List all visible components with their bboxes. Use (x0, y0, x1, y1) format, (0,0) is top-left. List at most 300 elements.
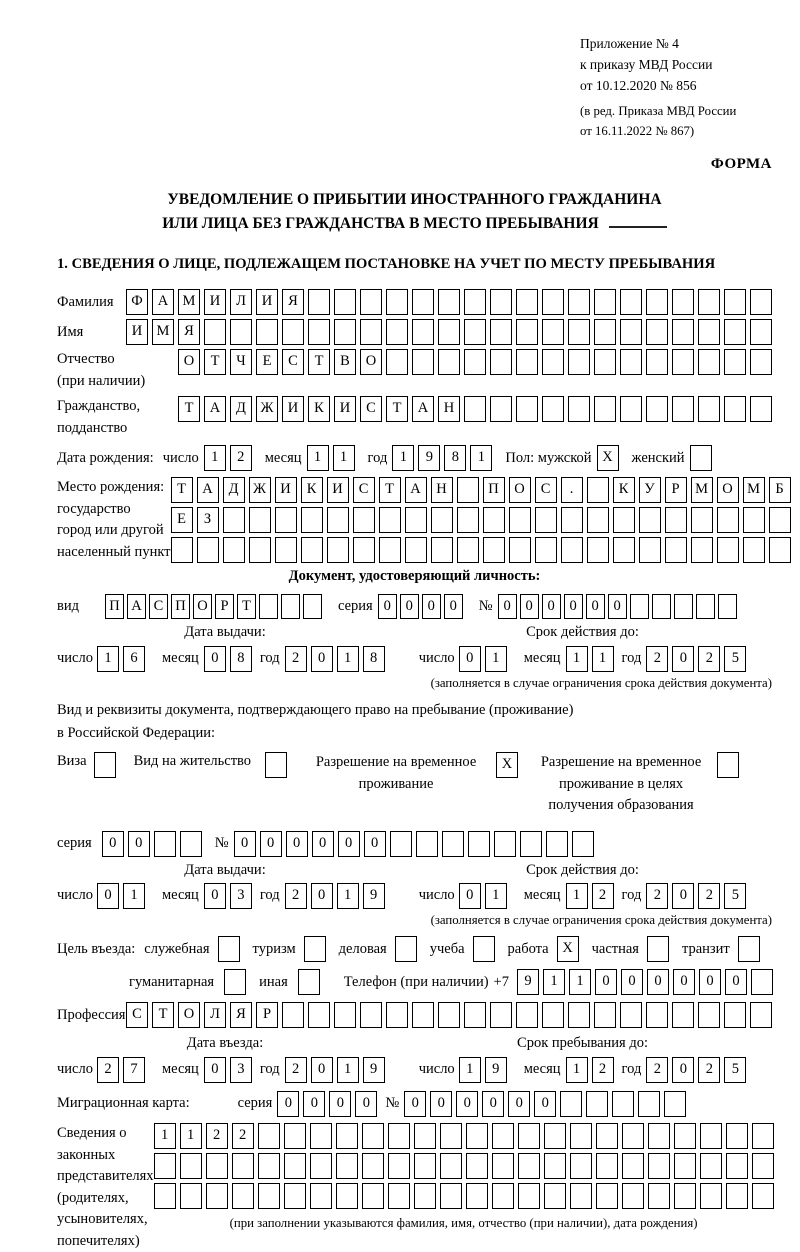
char-cell[interactable]: О (178, 349, 200, 375)
char-cell[interactable]: А (197, 477, 219, 503)
char-cell[interactable]: 0 (672, 883, 694, 909)
char-cell[interactable]: И (126, 319, 148, 345)
char-cell[interactable] (281, 594, 300, 619)
char-cell[interactable] (490, 349, 512, 375)
char-cell[interactable]: З (197, 507, 219, 533)
char-cell[interactable]: П (483, 477, 505, 503)
char-cell[interactable]: 0 (482, 1091, 504, 1117)
char-cell[interactable]: Т (152, 1002, 174, 1028)
char-cell[interactable] (490, 289, 512, 315)
char-cell[interactable]: Ж (256, 396, 278, 422)
char-cell[interactable]: 2 (592, 883, 614, 909)
char-cell[interactable] (646, 289, 668, 315)
char-cell[interactable]: 0 (542, 594, 561, 619)
char-cell[interactable]: М (178, 289, 200, 315)
char-cell[interactable]: 2 (206, 1123, 228, 1149)
char-cell[interactable] (223, 537, 245, 563)
char-cell[interactable]: 2 (646, 883, 668, 909)
char-cell[interactable] (769, 537, 791, 563)
char-cell[interactable]: 0 (608, 594, 627, 619)
char-cell[interactable] (464, 1002, 486, 1028)
char-cell[interactable] (442, 831, 464, 857)
char-cell[interactable] (648, 1153, 670, 1179)
char-cell[interactable]: 1 (569, 969, 591, 995)
char-cell[interactable] (327, 537, 349, 563)
char-cell[interactable]: И (256, 289, 278, 315)
char-cell[interactable] (509, 537, 531, 563)
char-cell[interactable]: 0 (303, 1091, 325, 1117)
char-cell[interactable] (613, 537, 635, 563)
char-cell[interactable]: А (152, 289, 174, 315)
char-cell[interactable]: М (691, 477, 713, 503)
char-cell[interactable] (284, 1183, 306, 1209)
char-cell[interactable] (620, 289, 642, 315)
char-cell[interactable] (336, 1123, 358, 1149)
char-cell[interactable] (327, 507, 349, 533)
char-cell[interactable] (386, 1002, 408, 1028)
char-cell[interactable] (596, 1153, 618, 1179)
char-cell[interactable]: 2 (230, 445, 252, 471)
char-cell[interactable] (308, 319, 330, 345)
char-cell[interactable] (362, 1153, 384, 1179)
char-cell[interactable] (518, 1183, 540, 1209)
char-cell[interactable] (724, 319, 746, 345)
char-cell[interactable] (275, 507, 297, 533)
char-cell[interactable] (516, 396, 538, 422)
char-cell[interactable] (698, 349, 720, 375)
char-cell[interactable] (94, 752, 116, 778)
char-cell[interactable] (438, 319, 460, 345)
char-cell[interactable]: 8 (444, 445, 466, 471)
char-cell[interactable] (414, 1183, 436, 1209)
char-cell[interactable] (698, 319, 720, 345)
char-cell[interactable] (256, 319, 278, 345)
char-cell[interactable] (362, 1123, 384, 1149)
char-cell[interactable] (308, 289, 330, 315)
char-cell[interactable]: 1 (392, 445, 414, 471)
char-cell[interactable]: 1 (543, 969, 565, 995)
char-cell[interactable] (674, 1183, 696, 1209)
char-cell[interactable] (620, 396, 642, 422)
char-cell[interactable] (230, 319, 252, 345)
char-cell[interactable] (284, 1123, 306, 1149)
char-cell[interactable] (258, 1123, 280, 1149)
char-cell[interactable]: X (597, 445, 619, 471)
char-cell[interactable] (691, 507, 713, 533)
char-cell[interactable] (750, 289, 772, 315)
char-cell[interactable]: 2 (646, 646, 668, 672)
char-cell[interactable]: Т (379, 477, 401, 503)
char-cell[interactable]: 2 (592, 1057, 614, 1083)
char-cell[interactable] (206, 1153, 228, 1179)
char-cell[interactable] (646, 319, 668, 345)
char-cell[interactable]: Д (230, 396, 252, 422)
char-cell[interactable] (544, 1153, 566, 1179)
char-cell[interactable]: 0 (586, 594, 605, 619)
char-cell[interactable] (154, 1183, 176, 1209)
char-cell[interactable] (700, 1153, 722, 1179)
char-cell[interactable] (492, 1153, 514, 1179)
char-cell[interactable] (690, 445, 712, 471)
char-cell[interactable] (360, 319, 382, 345)
char-cell[interactable]: М (743, 477, 765, 503)
char-cell[interactable]: Т (204, 349, 226, 375)
char-cell[interactable] (310, 1183, 332, 1209)
char-cell[interactable] (724, 289, 746, 315)
char-cell[interactable]: Т (386, 396, 408, 422)
char-cell[interactable] (612, 1091, 634, 1117)
char-cell[interactable] (718, 594, 737, 619)
char-cell[interactable]: Е (256, 349, 278, 375)
char-cell[interactable] (388, 1123, 410, 1149)
char-cell[interactable] (751, 969, 773, 995)
char-cell[interactable] (483, 537, 505, 563)
char-cell[interactable]: 8 (230, 646, 252, 672)
char-cell[interactable] (379, 507, 401, 533)
char-cell[interactable] (698, 289, 720, 315)
char-cell[interactable]: 9 (485, 1057, 507, 1083)
char-cell[interactable]: Р (256, 1002, 278, 1028)
char-cell[interactable] (334, 1002, 356, 1028)
char-cell[interactable]: 2 (646, 1057, 668, 1083)
char-cell[interactable] (622, 1123, 644, 1149)
char-cell[interactable] (464, 289, 486, 315)
char-cell[interactable] (275, 537, 297, 563)
char-cell[interactable] (647, 936, 669, 962)
char-cell[interactable] (752, 1123, 774, 1149)
char-cell[interactable] (516, 349, 538, 375)
char-cell[interactable] (674, 594, 693, 619)
char-cell[interactable] (652, 594, 671, 619)
char-cell[interactable]: 0 (647, 969, 669, 995)
char-cell[interactable] (232, 1183, 254, 1209)
char-cell[interactable]: 0 (459, 883, 481, 909)
char-cell[interactable]: 2 (698, 646, 720, 672)
char-cell[interactable] (570, 1123, 592, 1149)
char-cell[interactable]: 0 (364, 831, 386, 857)
char-cell[interactable] (395, 936, 417, 962)
char-cell[interactable]: . (561, 477, 583, 503)
char-cell[interactable]: С (360, 396, 382, 422)
char-cell[interactable]: Р (215, 594, 234, 619)
char-cell[interactable] (223, 507, 245, 533)
char-cell[interactable] (570, 1183, 592, 1209)
char-cell[interactable] (386, 349, 408, 375)
char-cell[interactable] (568, 1002, 590, 1028)
char-cell[interactable]: 1 (333, 445, 355, 471)
char-cell[interactable] (542, 289, 564, 315)
char-cell[interactable]: Т (171, 477, 193, 503)
char-cell[interactable]: 0 (699, 969, 721, 995)
char-cell[interactable]: 8 (363, 646, 385, 672)
char-cell[interactable] (672, 349, 694, 375)
char-cell[interactable] (431, 537, 453, 563)
char-cell[interactable] (438, 349, 460, 375)
char-cell[interactable]: 0 (204, 646, 226, 672)
char-cell[interactable]: 9 (517, 969, 539, 995)
char-cell[interactable]: 1 (337, 883, 359, 909)
char-cell[interactable]: 0 (672, 1057, 694, 1083)
char-cell[interactable] (259, 594, 278, 619)
char-cell[interactable]: 1 (459, 1057, 481, 1083)
char-cell[interactable] (630, 594, 649, 619)
char-cell[interactable]: 9 (418, 445, 440, 471)
char-cell[interactable]: 1 (123, 883, 145, 909)
char-cell[interactable]: 0 (355, 1091, 377, 1117)
char-cell[interactable] (561, 537, 583, 563)
char-cell[interactable]: 0 (97, 883, 119, 909)
char-cell[interactable] (665, 507, 687, 533)
char-cell[interactable] (405, 537, 427, 563)
char-cell[interactable] (743, 507, 765, 533)
char-cell[interactable]: 0 (444, 594, 463, 619)
char-cell[interactable] (154, 831, 176, 857)
char-cell[interactable] (412, 289, 434, 315)
char-cell[interactable]: 0 (260, 831, 282, 857)
char-cell[interactable]: И (275, 477, 297, 503)
char-cell[interactable]: 2 (698, 883, 720, 909)
char-cell[interactable] (334, 289, 356, 315)
char-cell[interactable]: 0 (673, 969, 695, 995)
char-cell[interactable] (664, 1091, 686, 1117)
char-cell[interactable] (572, 831, 594, 857)
char-cell[interactable]: П (171, 594, 190, 619)
char-cell[interactable] (301, 507, 323, 533)
char-cell[interactable] (568, 289, 590, 315)
char-cell[interactable]: 0 (277, 1091, 299, 1117)
char-cell[interactable] (587, 537, 609, 563)
char-cell[interactable]: И (327, 477, 349, 503)
char-cell[interactable]: А (412, 396, 434, 422)
char-cell[interactable]: 2 (285, 646, 307, 672)
char-cell[interactable] (249, 537, 271, 563)
char-cell[interactable] (353, 537, 375, 563)
char-cell[interactable] (542, 349, 564, 375)
char-cell[interactable]: 0 (508, 1091, 530, 1117)
char-cell[interactable]: 1 (566, 646, 588, 672)
char-cell[interactable] (726, 1123, 748, 1149)
char-cell[interactable]: 7 (123, 1057, 145, 1083)
char-cell[interactable] (544, 1183, 566, 1209)
char-cell[interactable] (412, 1002, 434, 1028)
char-cell[interactable]: 0 (311, 883, 333, 909)
char-cell[interactable] (388, 1153, 410, 1179)
char-cell[interactable] (466, 1153, 488, 1179)
char-cell[interactable] (752, 1153, 774, 1179)
char-cell[interactable] (594, 319, 616, 345)
char-cell[interactable]: С (126, 1002, 148, 1028)
char-cell[interactable] (438, 1002, 460, 1028)
char-cell[interactable]: 2 (285, 1057, 307, 1083)
char-cell[interactable] (492, 1123, 514, 1149)
char-cell[interactable] (568, 319, 590, 345)
char-cell[interactable]: Я (282, 289, 304, 315)
char-cell[interactable] (752, 1183, 774, 1209)
char-cell[interactable] (724, 396, 746, 422)
char-cell[interactable] (301, 537, 323, 563)
char-cell[interactable]: 0 (456, 1091, 478, 1117)
char-cell[interactable]: 0 (672, 646, 694, 672)
char-cell[interactable] (232, 1153, 254, 1179)
char-cell[interactable] (490, 319, 512, 345)
char-cell[interactable]: 0 (128, 831, 150, 857)
char-cell[interactable] (414, 1153, 436, 1179)
char-cell[interactable]: 2 (97, 1057, 119, 1083)
char-cell[interactable] (743, 537, 765, 563)
char-cell[interactable]: 6 (123, 646, 145, 672)
char-cell[interactable] (613, 507, 635, 533)
char-cell[interactable] (258, 1153, 280, 1179)
char-cell[interactable] (726, 1183, 748, 1209)
char-cell[interactable] (154, 1153, 176, 1179)
char-cell[interactable] (180, 1153, 202, 1179)
char-cell[interactable] (390, 831, 412, 857)
char-cell[interactable] (412, 319, 434, 345)
char-cell[interactable] (282, 319, 304, 345)
char-cell[interactable]: 0 (329, 1091, 351, 1117)
char-cell[interactable] (542, 319, 564, 345)
char-cell[interactable] (386, 289, 408, 315)
char-cell[interactable]: А (127, 594, 146, 619)
char-cell[interactable] (518, 1123, 540, 1149)
char-cell[interactable] (717, 752, 739, 778)
char-cell[interactable]: С (535, 477, 557, 503)
char-cell[interactable] (546, 831, 568, 857)
char-cell[interactable] (672, 396, 694, 422)
char-cell[interactable]: Ж (249, 477, 271, 503)
char-cell[interactable]: 0 (102, 831, 124, 857)
char-cell[interactable] (561, 507, 583, 533)
char-cell[interactable] (509, 507, 531, 533)
char-cell[interactable]: 1 (204, 445, 226, 471)
char-cell[interactable] (224, 969, 246, 995)
char-cell[interactable]: 1 (307, 445, 329, 471)
char-cell[interactable]: 1 (154, 1123, 176, 1149)
char-cell[interactable] (620, 1002, 642, 1028)
char-cell[interactable] (457, 507, 479, 533)
char-cell[interactable]: 0 (338, 831, 360, 857)
char-cell[interactable] (700, 1183, 722, 1209)
char-cell[interactable] (473, 936, 495, 962)
char-cell[interactable] (249, 507, 271, 533)
char-cell[interactable] (334, 319, 356, 345)
char-cell[interactable]: 0 (204, 1057, 226, 1083)
char-cell[interactable] (698, 396, 720, 422)
char-cell[interactable]: 1 (485, 646, 507, 672)
char-cell[interactable] (431, 507, 453, 533)
char-cell[interactable] (180, 831, 202, 857)
char-cell[interactable] (596, 1123, 618, 1149)
char-cell[interactable] (466, 1183, 488, 1209)
char-cell[interactable]: 0 (595, 969, 617, 995)
char-cell[interactable] (516, 319, 538, 345)
char-cell[interactable] (596, 1183, 618, 1209)
char-cell[interactable] (171, 537, 193, 563)
char-cell[interactable] (594, 396, 616, 422)
char-cell[interactable]: В (334, 349, 356, 375)
char-cell[interactable]: 0 (498, 594, 517, 619)
char-cell[interactable] (691, 537, 713, 563)
char-cell[interactable] (468, 831, 490, 857)
char-cell[interactable]: Л (230, 289, 252, 315)
char-cell[interactable]: 1 (337, 646, 359, 672)
char-cell[interactable] (516, 1002, 538, 1028)
char-cell[interactable]: А (405, 477, 427, 503)
char-cell[interactable]: 0 (312, 831, 334, 857)
char-cell[interactable]: К (613, 477, 635, 503)
char-cell[interactable] (360, 1002, 382, 1028)
char-cell[interactable] (672, 289, 694, 315)
char-cell[interactable] (587, 507, 609, 533)
char-cell[interactable]: 0 (378, 594, 397, 619)
char-cell[interactable] (360, 289, 382, 315)
char-cell[interactable]: Т (237, 594, 256, 619)
char-cell[interactable] (738, 936, 760, 962)
char-cell[interactable]: 1 (485, 883, 507, 909)
char-cell[interactable]: 2 (698, 1057, 720, 1083)
char-cell[interactable] (560, 1091, 582, 1117)
char-cell[interactable] (282, 1002, 304, 1028)
char-cell[interactable]: С (282, 349, 304, 375)
char-cell[interactable]: Ф (126, 289, 148, 315)
char-cell[interactable]: 0 (725, 969, 747, 995)
char-cell[interactable] (717, 537, 739, 563)
char-cell[interactable]: 9 (363, 1057, 385, 1083)
char-cell[interactable] (594, 289, 616, 315)
char-cell[interactable] (544, 1123, 566, 1149)
char-cell[interactable]: 2 (285, 883, 307, 909)
char-cell[interactable] (464, 349, 486, 375)
char-cell[interactable] (570, 1153, 592, 1179)
char-cell[interactable]: 0 (311, 1057, 333, 1083)
char-cell[interactable]: М (152, 319, 174, 345)
char-cell[interactable] (466, 1123, 488, 1149)
char-cell[interactable] (717, 507, 739, 533)
char-cell[interactable] (492, 1183, 514, 1209)
char-cell[interactable] (542, 1002, 564, 1028)
char-cell[interactable] (218, 936, 240, 962)
char-cell[interactable]: И (282, 396, 304, 422)
char-cell[interactable]: У (639, 477, 661, 503)
char-cell[interactable]: И (204, 289, 226, 315)
char-cell[interactable]: X (557, 936, 579, 962)
char-cell[interactable] (414, 1123, 436, 1149)
char-cell[interactable]: 0 (404, 1091, 426, 1117)
char-cell[interactable]: Т (178, 396, 200, 422)
char-cell[interactable]: 5 (724, 883, 746, 909)
char-cell[interactable]: О (509, 477, 531, 503)
char-cell[interactable] (490, 396, 512, 422)
char-cell[interactable] (298, 969, 320, 995)
char-cell[interactable] (620, 319, 642, 345)
char-cell[interactable] (769, 507, 791, 533)
char-cell[interactable]: 0 (621, 969, 643, 995)
char-cell[interactable] (490, 1002, 512, 1028)
char-cell[interactable]: 0 (459, 646, 481, 672)
char-cell[interactable] (416, 831, 438, 857)
char-cell[interactable] (724, 1002, 746, 1028)
char-cell[interactable]: А (204, 396, 226, 422)
char-cell[interactable]: X (496, 752, 518, 778)
char-cell[interactable] (674, 1123, 696, 1149)
char-cell[interactable] (464, 396, 486, 422)
char-cell[interactable] (638, 1091, 660, 1117)
char-cell[interactable] (388, 1183, 410, 1209)
char-cell[interactable]: Н (438, 396, 460, 422)
char-cell[interactable]: 0 (430, 1091, 452, 1117)
char-cell[interactable]: 1 (566, 1057, 588, 1083)
char-cell[interactable] (204, 319, 226, 345)
